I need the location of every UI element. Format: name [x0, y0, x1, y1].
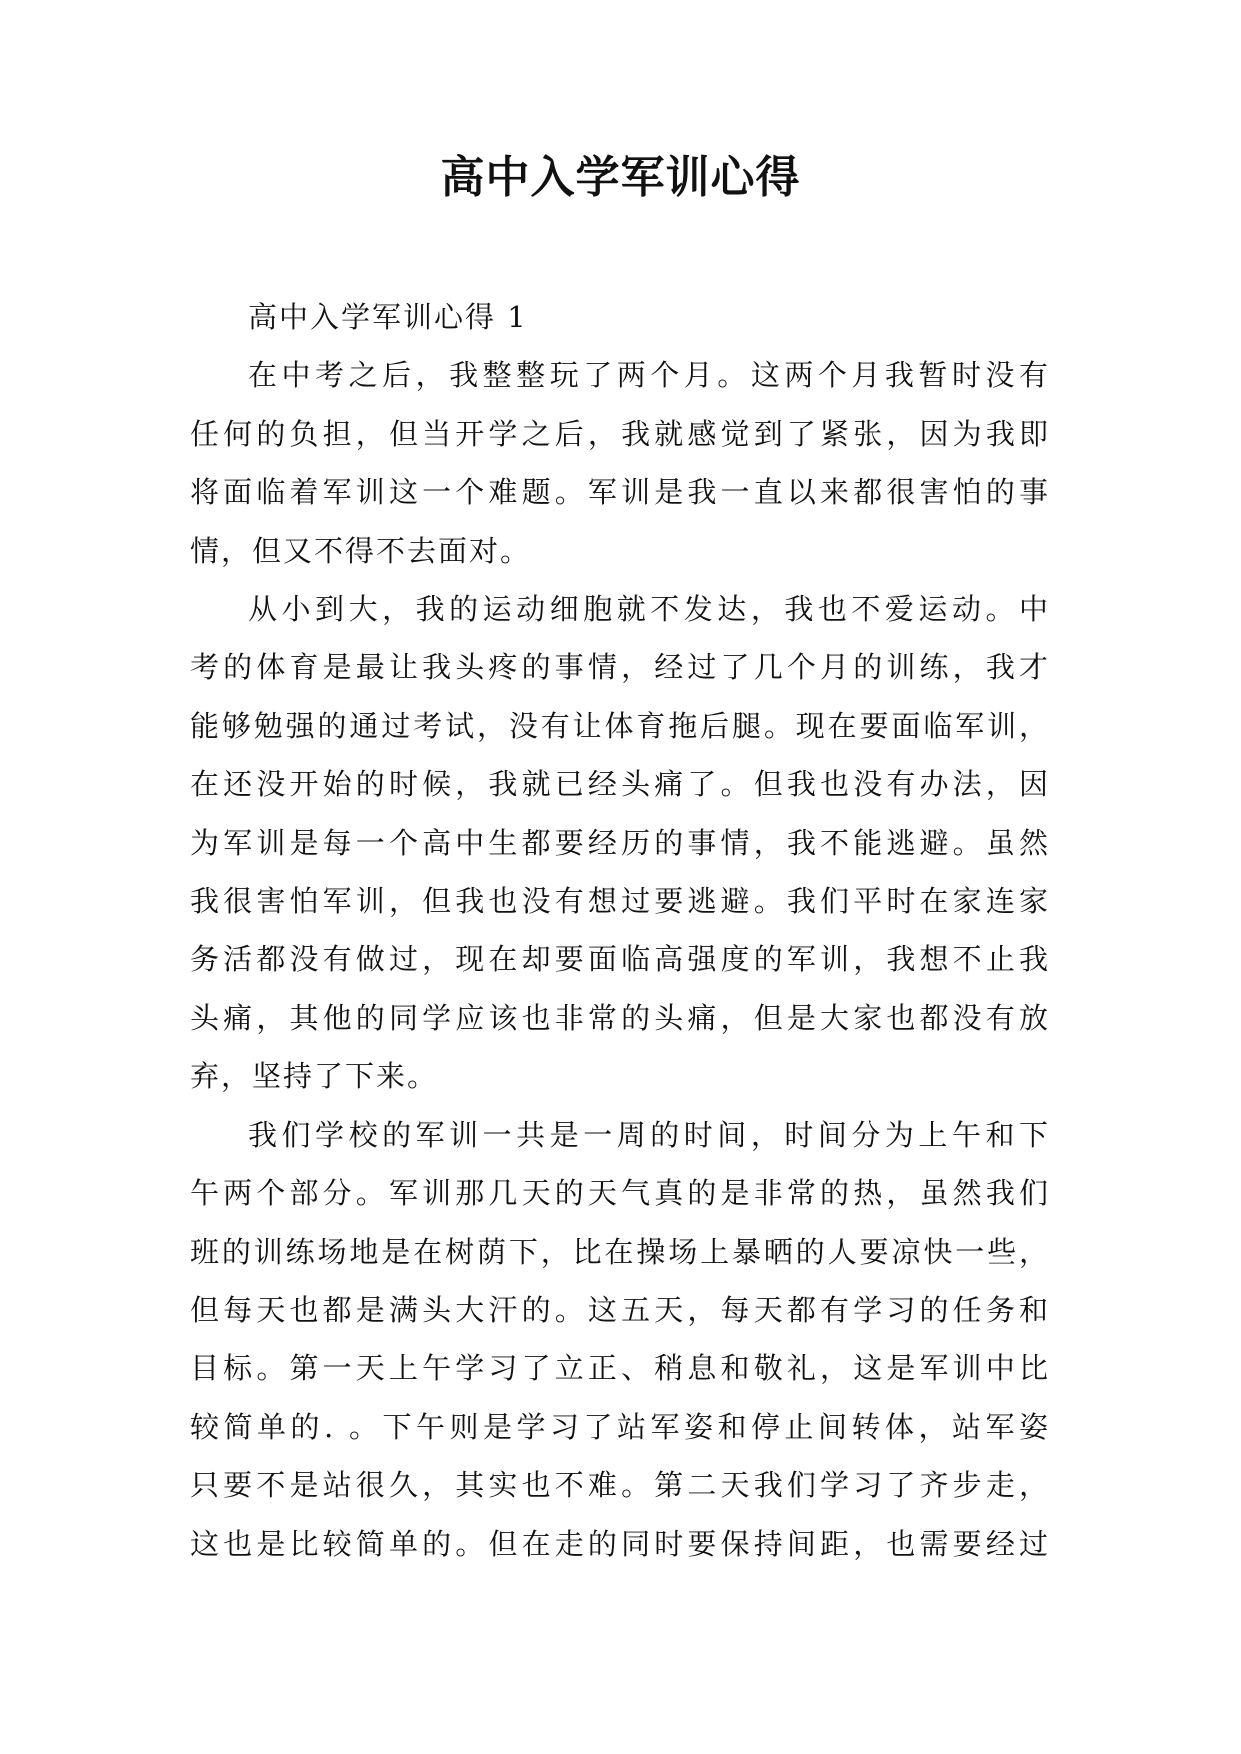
paragraph-1 — [190, 346, 1050, 580]
paragraph-line: 将面临着军训这一个难题。军训是我一直以来都很害怕的事 — [190, 475, 1050, 510]
paragraph-2 — [190, 580, 1050, 1106]
paragraph-line: 弃，坚持了下来。 — [190, 1059, 439, 1094]
paragraph-3 — [190, 1106, 1050, 1573]
paragraph-line: 在中考之后，我整整玩了两个月。这两个月我暂时没有 — [248, 358, 1050, 393]
section-heading-text: 高中入学军训心得 1 — [248, 300, 528, 334]
section-heading — [190, 288, 1050, 346]
paragraph-line: 为军训是每一个高中生都要经历的事情，我不能逃避。虽然 — [190, 825, 1050, 860]
paragraph-line: 这也是比较简单的。但在走的同时要保持间距，也需要经过 — [190, 1526, 1050, 1561]
paragraph-line: 我们学校的军训一共是一周的时间，时间分为上午和下 — [248, 1117, 1050, 1152]
paragraph-line: 能够勉强的通过考试，没有让体育拖后腿。现在要面临军训， — [190, 708, 1050, 743]
paragraph-line: 目标。第一天上午学习了立正、稍息和敬礼，这是军训中比 — [190, 1351, 1050, 1386]
paragraph-line: 任何的负担，但当开学之后，我就感觉到了紧张，因为我即 — [190, 416, 1050, 451]
paragraph-line: 但每天也都是满头大汗的。这五天，每天都有学习的任务和 — [190, 1292, 1050, 1327]
paragraph-line: 考的体育是最让我头疼的事情，经过了几个月的训练，我才 — [190, 650, 1050, 685]
paragraph-line: 班的训练场地是在树荫下，比在操场上暴晒的人要凉快一些， — [190, 1234, 1050, 1269]
paragraph-line: 较简单的. 。下午则是学习了站军姿和停止间转体，站军姿 — [190, 1409, 1050, 1444]
paragraph-line: 头痛，其他的同学应该也非常的头痛，但是大家也都没有放 — [190, 1000, 1050, 1035]
paragraph-line: 从小到大，我的运动细胞就不发达，我也不爱运动。中 — [248, 592, 1050, 627]
paragraph-line: 务活都没有做过，现在却要面临高强度的军训，我想不止我 — [190, 942, 1050, 977]
paragraph-line: 午两个部分。军训那几天的天气真的是非常的热，虽然我们 — [190, 1176, 1050, 1211]
paragraph-line: 只要不是站很久，其实也不难。第二天我们学习了齐步走， — [190, 1468, 1050, 1503]
document-title: 高中入学军训心得 — [440, 152, 801, 203]
paragraph-line: 在还没开始的时候，我就已经头痛了。但我也没有办法，因 — [190, 767, 1050, 802]
paragraph-line: 情，但又不得不去面对。 — [190, 533, 532, 568]
document-body — [190, 288, 1050, 1573]
paragraph-line: 我很害怕军训，但我也没有想过要逃避。我们平时在家连家 — [190, 884, 1050, 919]
